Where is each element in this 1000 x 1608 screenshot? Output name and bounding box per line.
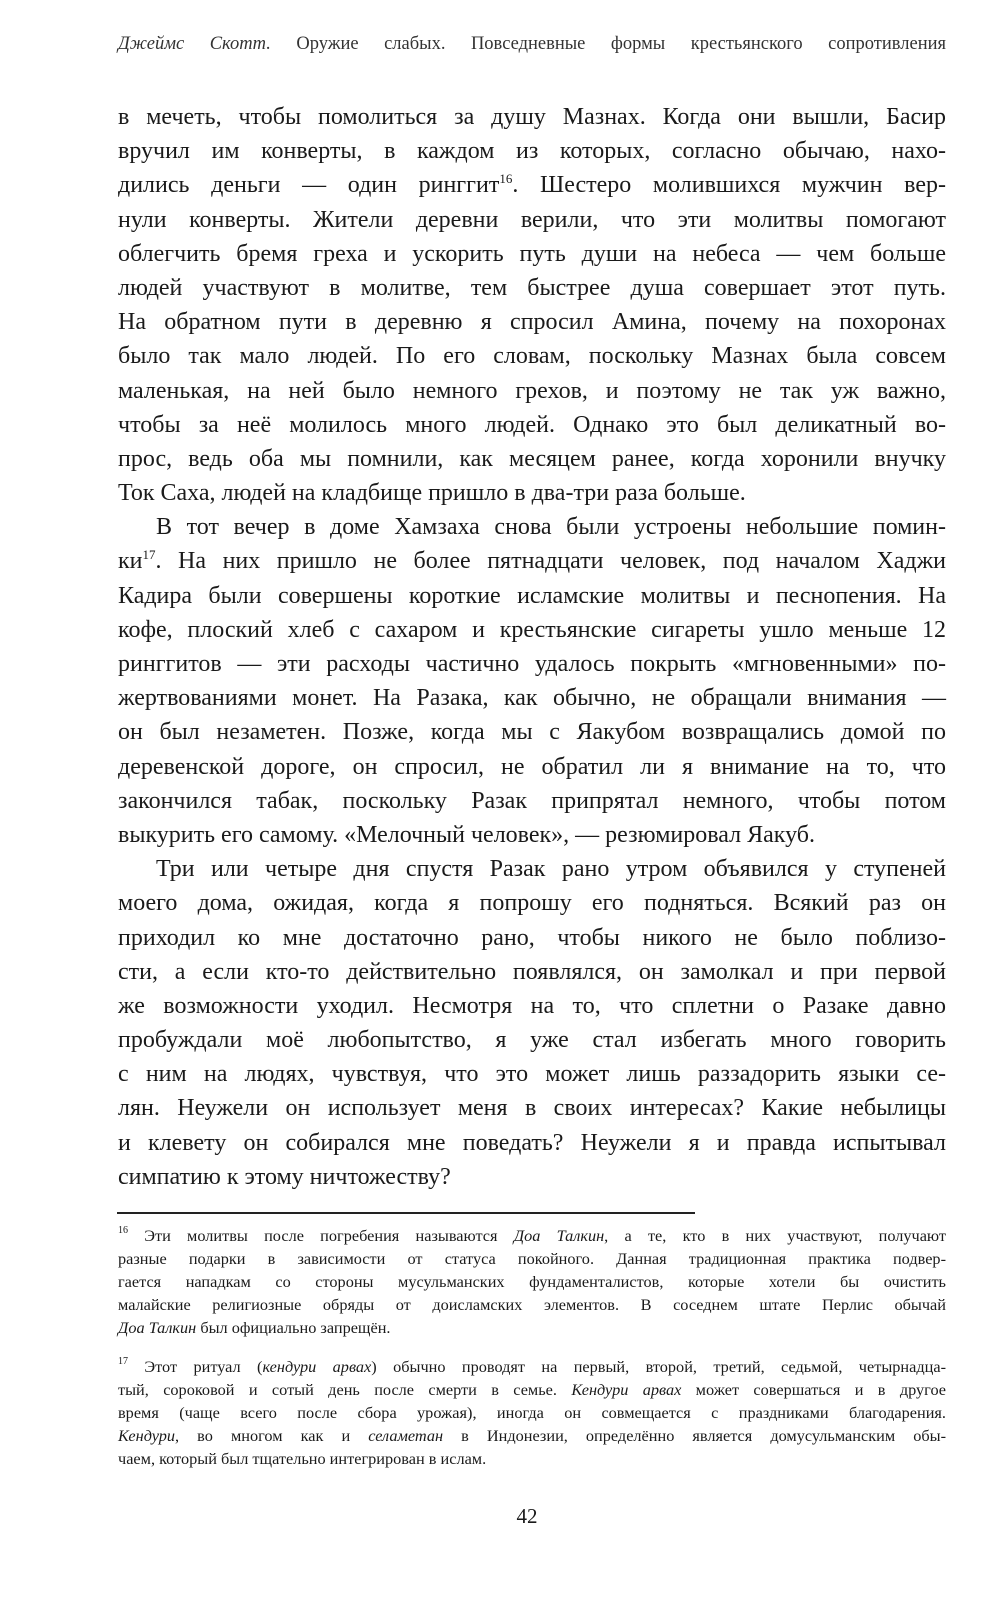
text-line	[118, 134, 946, 168]
text-line	[118, 1401, 946, 1424]
text-line	[118, 613, 946, 647]
text-run: в Индонезии, определённо является домусульманским обы-	[443, 1426, 946, 1445]
page-number: 42	[516, 1504, 538, 1528]
italic-term: Доа Талкин	[513, 1226, 605, 1245]
text-line	[118, 886, 946, 920]
text-run: людей участвуют в молитве, тем быстрее душа совершает этот путь.	[118, 274, 946, 301]
text-line	[118, 1293, 946, 1316]
header-title: Оружие слабых. Повседневные формы крестьянского сопротивления	[296, 34, 947, 54]
text-run: выкурить его самому. «Мелочный человек», — резюмировал Яакуб.	[118, 821, 815, 848]
text-run: прос, ведь оба мы помнили, как месяцем ранее, когда хоронили внучку	[118, 445, 946, 472]
paragraph	[118, 510, 946, 852]
text-line	[118, 408, 946, 442]
text-run: чаем, который был тщательно интегрирован в ислам.	[118, 1449, 487, 1468]
text-line	[118, 100, 946, 134]
text-line	[118, 715, 946, 749]
text-line	[118, 1057, 946, 1091]
text-line	[118, 203, 946, 237]
text-line	[118, 1355, 946, 1378]
text-line	[118, 1316, 946, 1339]
text-run: симпатию к этому ничтожеству?	[118, 1163, 451, 1190]
text-line	[118, 955, 946, 989]
text-line	[118, 305, 946, 339]
italic-term: Доа Талкин	[118, 1318, 197, 1337]
footnote-16	[118, 1224, 946, 1339]
text-run: . Шестеро молившихся мужчин вер-	[512, 172, 946, 199]
text-run: ки	[118, 548, 143, 575]
text-line	[118, 510, 946, 544]
text-run: , а те, кто в них участвуют, получают	[604, 1226, 946, 1245]
text-run: и клевету он собирался мне поведать? Неужели я и правда испытывал	[118, 1129, 946, 1156]
text-line	[118, 237, 946, 271]
text-line	[118, 1023, 946, 1057]
text-line	[118, 374, 946, 408]
text-run: он был незаметен. Позже, когда мы с Яакубом возвращались домой по	[118, 719, 946, 746]
text-run: нули конверты. Жители деревни верили, что эти молитвы помогают	[118, 206, 946, 233]
text-line	[118, 442, 946, 476]
text-line	[118, 476, 946, 510]
text-line	[118, 1126, 946, 1160]
text-run: . На них пришло не более пятнадцати человек, под началом Хаджи	[155, 548, 946, 575]
text-run: приходил ко мне достаточно рано, чтобы никого не было поблизо-	[118, 924, 946, 951]
text-run: Ток Саха, людей на кладбище пришло в два-три раза больше.	[118, 480, 746, 507]
footnote-marker: 16	[499, 171, 513, 187]
text-run: гается нападкам со стороны мусульманских фундаменталистов, которые хотели бы очистить	[118, 1272, 946, 1291]
text-line	[118, 989, 946, 1023]
text-run: разные подарки в зависимости от статуса покойного. Данная традиционная практика подвер-	[118, 1249, 946, 1268]
text-run: вручил им конверты, в каждом из которых, согласно обычаю, нахо-	[118, 138, 946, 165]
text-line	[118, 271, 946, 305]
text-run: Три или четыре дня спустя Разак рано утром объявился у ступеней	[156, 856, 946, 883]
text-line	[118, 1091, 946, 1125]
text-line	[118, 921, 946, 955]
text-run: моего дома, ожидая, когда я попрошу его подняться. Всякий раз он	[118, 890, 946, 917]
text-run: ) обычно проводят на первый, второй, третий, седьмой, четырнадца-	[371, 1357, 946, 1376]
text-run: время (чаще всего после сбора урожая), иногда он совмещается с праздниками благодарения.	[118, 1403, 946, 1422]
text-line	[118, 1160, 946, 1194]
text-run: пробуждали моё любопытство, я уже стал избегать много говорить	[118, 1027, 946, 1054]
text-run: с ним на людях, чувствуя, что это может лишь раззадорить языки се-	[118, 1061, 946, 1088]
text-line	[118, 168, 946, 202]
text-line	[118, 1224, 946, 1247]
running-header	[118, 34, 946, 55]
text-line	[118, 339, 946, 373]
header-author: Джеймс Скотт.	[118, 34, 271, 54]
text-run: дились деньги — один ринггит	[118, 172, 500, 199]
footnote-marker: 17	[142, 547, 156, 563]
paragraph	[118, 852, 946, 1194]
text-line	[118, 818, 946, 852]
text-run: может совершаться и в другое	[681, 1380, 947, 1399]
text-run: На обратном пути в деревню я спросил Амина, почему на похоронах	[118, 309, 946, 336]
text-run: ринггитов — эти расходы частично удалось покрыть «мгновенными» по-	[118, 651, 946, 677]
text-run: кофе, плоский хлеб с сахаром и крестьянские сигареты ушло меньше 12	[118, 616, 946, 643]
text-line	[118, 1270, 946, 1293]
text-line	[118, 784, 946, 818]
footnote-marker: 16	[118, 1225, 128, 1236]
text-run: малайские религиозные обряды от доисламских элементов. В соседнем штате Перлис обычай	[118, 1295, 946, 1314]
text-line	[118, 1247, 946, 1270]
text-run: тый, сороковой и сотый день после смерти в семье.	[118, 1380, 572, 1399]
italic-term: Кендури арвах	[571, 1380, 682, 1399]
footnote-marker: 17	[118, 1356, 128, 1367]
text-line	[118, 647, 946, 681]
text-run: было так мало людей. По его словам, поскольку Мазнах была совсем	[118, 343, 946, 370]
text-run: жертвованиями монет. На Разака, как обычно, не обращали внимания —	[118, 685, 946, 712]
italic-term: селаметан	[368, 1426, 444, 1445]
text-run: облегчить бремя греха и ускорить путь души на небеса — чем больше	[118, 240, 946, 267]
text-run: , во многом как и	[175, 1426, 369, 1445]
text-run: же возможности уходил. Несмотря на то, что сплетни о Разаке давно	[118, 992, 946, 1019]
text-line	[118, 750, 946, 784]
text-line	[118, 1378, 946, 1401]
text-line	[118, 1424, 946, 1447]
body-text	[118, 100, 946, 1194]
text-line	[118, 681, 946, 715]
text-run: В тот вечер в доме Хамзаха снова были устроены небольшие помин-	[156, 514, 946, 541]
italic-term: кендури арвах	[262, 1357, 372, 1376]
text-run: маленькая, на ней было немного грехов, и поэтому не так уж важно,	[118, 377, 946, 404]
text-line	[118, 852, 946, 886]
text-run: закончился табак, поскольку Разак припрятал немного, чтобы потом	[118, 787, 946, 814]
text-line	[118, 544, 946, 578]
text-run: деревенской дороге, он спросил, не обратил ли я внимание на то, что	[118, 753, 946, 780]
text-run: Этот ритуал (	[128, 1357, 263, 1376]
text-run: чтобы за неё молилось много людей. Однако это был деликатный во-	[118, 411, 946, 438]
text-run: лян. Неужели он использует меня в своих интересах? Какие небылицы	[118, 1095, 946, 1122]
text-run: сти, а если кто-то действительно появлялся, он замолкал и при первой	[118, 958, 946, 985]
footnote-17	[118, 1355, 946, 1470]
text-line	[118, 579, 946, 613]
paragraph	[118, 100, 946, 510]
text-run: Эти молитвы после погребения называются	[128, 1226, 514, 1245]
text-run: был официально запрещён.	[196, 1318, 391, 1337]
italic-term: Кендури	[118, 1426, 176, 1445]
footnote-divider	[117, 1212, 695, 1214]
text-line	[118, 1447, 946, 1470]
text-run: в мечеть, чтобы помолиться за душу Мазнах. Когда они вышли, Басир	[118, 104, 946, 130]
text-run: Кадира были совершены короткие исламские молитвы и песнопения. На	[118, 582, 946, 609]
